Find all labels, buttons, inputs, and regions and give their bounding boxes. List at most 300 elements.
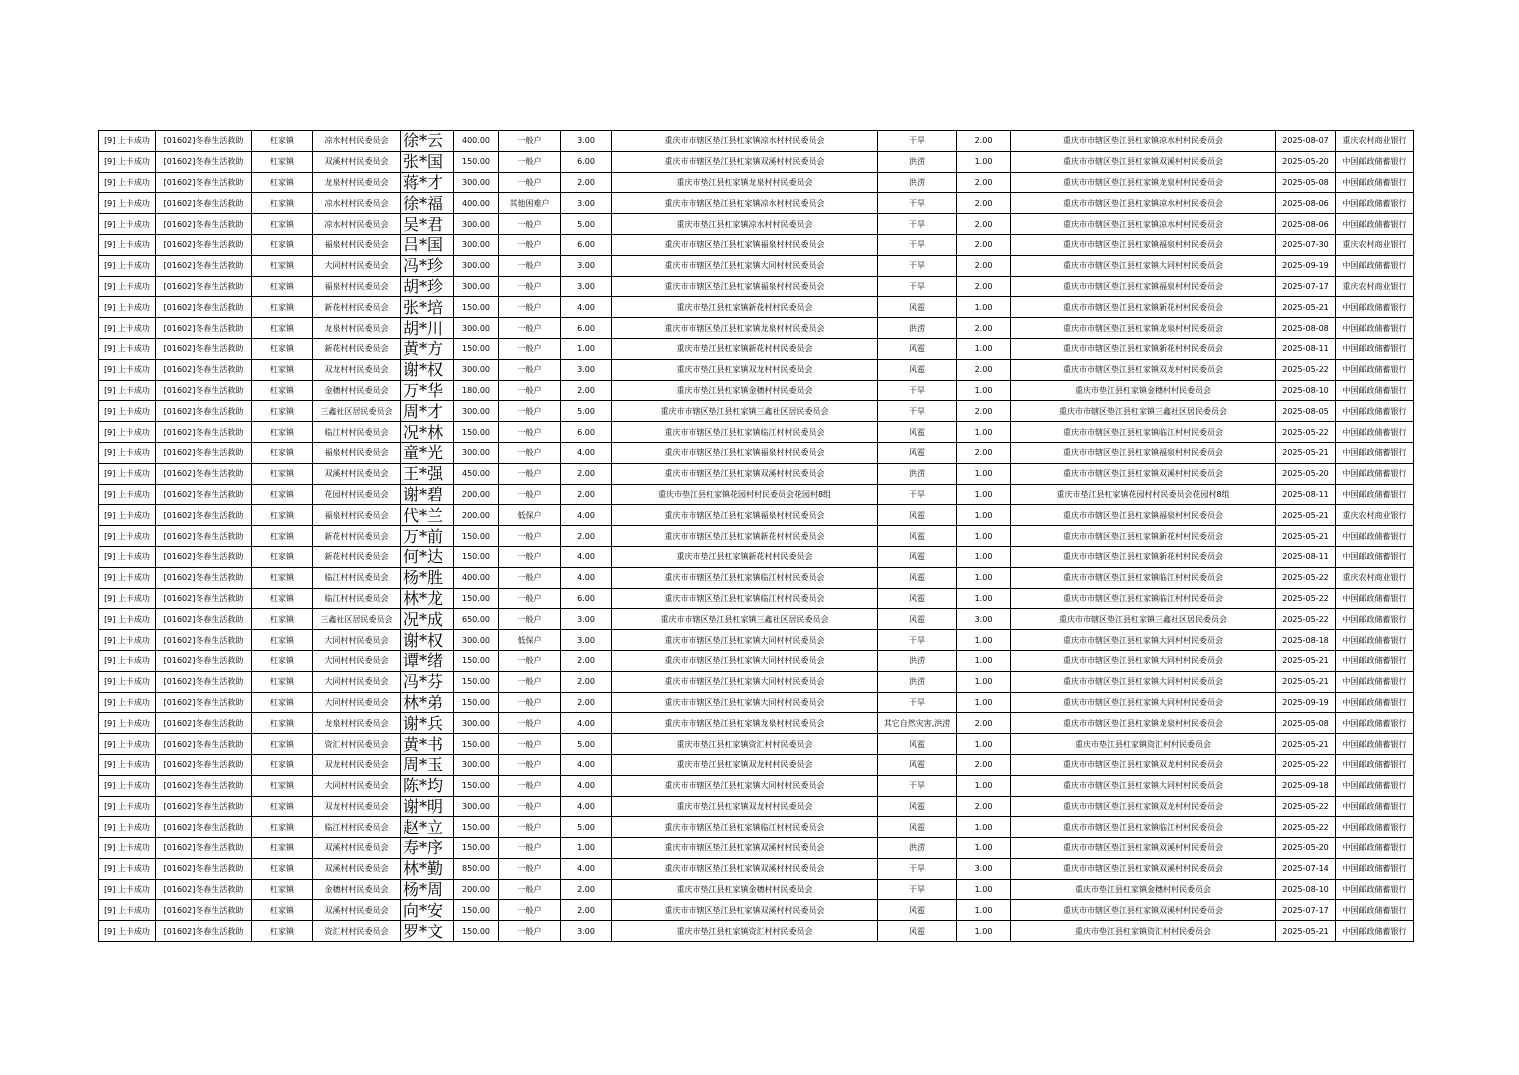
cell-village: 双龙村村民委员会 [313,796,401,817]
cell-committee: 重庆市市辖区垫江县杠家镇新花村村民委员会 [1011,546,1276,567]
cell-persons: 5.00 [561,817,612,838]
cell-amount: 150.00 [454,900,499,921]
cell-address: 重庆市市辖区垫江县杠家镇龙泉村村民委员会 [612,318,878,339]
cell-village: 大同村村民委员会 [313,255,401,276]
cell-grade: 3.00 [957,858,1011,879]
cell-date: 2025-05-21 [1276,505,1336,526]
cell-committee: 重庆市市辖区垫江县杠家镇临江村村民委员会 [1011,567,1276,588]
cell-disaster: 风雹 [878,505,957,526]
cell-committee: 重庆市市辖区垫江县杠家镇新花村村民委员会 [1011,297,1276,318]
cell-name: 何*达 [401,546,454,567]
cell-bank: 中国邮政储蓄银行 [1336,172,1414,193]
cell-household-type: 一般户 [499,671,561,692]
cell-village: 资汇村村民委员会 [313,734,401,755]
cell-town: 杠家镇 [252,526,313,547]
cell-household-type: 一般户 [499,713,561,734]
cell-persons: 3.00 [561,131,612,152]
table-row [99,359,1414,380]
cell-name: 冯*芬 [401,671,454,692]
cell-committee: 重庆市垫江县杠家镇花园村村民委员会花园村8组 [1011,484,1276,505]
cell-persons: 2.00 [561,463,612,484]
cell-name: 徐*福 [401,193,454,214]
cell-village: 福泉村村民委员会 [313,234,401,255]
cell-status: [9] 上卡成功 [99,463,156,484]
cell-persons: 6.00 [561,588,612,609]
cell-persons: 2.00 [561,671,612,692]
cell-committee: 重庆市市辖区垫江县杠家镇双龙村村民委员会 [1011,754,1276,775]
cell-amount: 650.00 [454,609,499,630]
table-row [99,193,1414,214]
cell-disaster: 干旱 [878,484,957,505]
cell-amount: 150.00 [454,338,499,359]
cell-status: [9] 上卡成功 [99,151,156,172]
cell-name: 张*培 [401,297,454,318]
cell-grade: 1.00 [957,463,1011,484]
cell-amount: 300.00 [454,234,499,255]
cell-village: 大同村村民委员会 [313,650,401,671]
cell-status: [9] 上卡成功 [99,297,156,318]
cell-household-type: 一般户 [499,754,561,775]
cell-grade: 2.00 [957,255,1011,276]
cell-amount: 400.00 [454,567,499,588]
cell-relief-type: [01602]冬春生活救助 [156,359,252,380]
cell-bank: 重庆农村商业银行 [1336,567,1414,588]
cell-status: [9] 上卡成功 [99,318,156,339]
cell-village: 临江村村民委员会 [313,567,401,588]
cell-committee: 重庆市垫江县杠家镇金穗村村民委员会 [1011,380,1276,401]
cell-amount: 150.00 [454,838,499,859]
cell-bank: 中国邮政储蓄银行 [1336,858,1414,879]
cell-disaster: 风雹 [878,734,957,755]
cell-relief-type: [01602]冬春生活救助 [156,338,252,359]
cell-status: [9] 上卡成功 [99,442,156,463]
cell-name: 况*成 [401,609,454,630]
cell-relief-type: [01602]冬春生活救助 [156,609,252,630]
cell-relief-type: [01602]冬春生活救助 [156,630,252,651]
cell-address: 重庆市市辖区垫江县杠家镇三鑫社区居民委员会 [612,609,878,630]
cell-disaster: 干旱 [878,255,957,276]
cell-household-type: 一般户 [499,650,561,671]
cell-address: 重庆市市辖区垫江县杠家镇大同村村民委员会 [612,255,878,276]
cell-disaster: 干旱 [878,692,957,713]
cell-household-type: 其他困难户 [499,193,561,214]
table-row [99,463,1414,484]
cell-disaster: 洪涝 [878,318,957,339]
cell-grade: 1.00 [957,380,1011,401]
cell-bank: 中国邮政储蓄银行 [1336,193,1414,214]
cell-household-type: 一般户 [499,775,561,796]
cell-village: 凉水村村民委员会 [313,214,401,235]
cell-persons: 2.00 [561,526,612,547]
cell-amount: 150.00 [454,692,499,713]
cell-relief-type: [01602]冬春生活救助 [156,692,252,713]
cell-persons: 4.00 [561,567,612,588]
cell-amount: 180.00 [454,380,499,401]
cell-address: 重庆市垫江县杠家镇花园村村民委员会花园村8组 [612,484,878,505]
cell-town: 杠家镇 [252,338,313,359]
cell-disaster: 干旱 [878,858,957,879]
cell-village: 凉水村村民委员会 [313,193,401,214]
cell-town: 杠家镇 [252,131,313,152]
cell-amount: 150.00 [454,671,499,692]
cell-bank: 中国邮政储蓄银行 [1336,526,1414,547]
cell-date: 2025-07-17 [1276,900,1336,921]
cell-amount: 400.00 [454,193,499,214]
cell-address: 重庆市垫江县杠家镇资汇村村民委员会 [612,734,878,755]
cell-name: 周*才 [401,401,454,422]
cell-address: 重庆市市辖区垫江县杠家镇双溪村村民委员会 [612,838,878,859]
cell-town: 杠家镇 [252,754,313,775]
cell-town: 杠家镇 [252,380,313,401]
cell-bank: 中国邮政储蓄银行 [1336,650,1414,671]
cell-grade: 1.00 [957,546,1011,567]
cell-relief-type: [01602]冬春生活救助 [156,734,252,755]
cell-town: 杠家镇 [252,775,313,796]
cell-committee: 重庆市市辖区垫江县杠家镇龙泉村村民委员会 [1011,713,1276,734]
cell-date: 2025-07-17 [1276,276,1336,297]
cell-town: 杠家镇 [252,796,313,817]
cell-household-type: 一般户 [499,900,561,921]
cell-status: [9] 上卡成功 [99,588,156,609]
cell-address: 重庆市市辖区垫江县杠家镇双溪村村民委员会 [612,151,878,172]
cell-address: 重庆市市辖区垫江县杠家镇福泉村村民委员会 [612,234,878,255]
cell-bank: 中国邮政储蓄银行 [1336,255,1414,276]
cell-amount: 300.00 [454,214,499,235]
cell-status: [9] 上卡成功 [99,193,156,214]
cell-relief-type: [01602]冬春生活救助 [156,318,252,339]
cell-disaster: 风雹 [878,359,957,380]
cell-relief-type: [01602]冬春生活救助 [156,796,252,817]
cell-address: 重庆市市辖区垫江县杠家镇凉水村村民委员会 [612,193,878,214]
cell-status: [9] 上卡成功 [99,526,156,547]
cell-grade: 2.00 [957,131,1011,152]
cell-name: 胡*珍 [401,276,454,297]
cell-town: 杠家镇 [252,255,313,276]
table-row [99,838,1414,859]
cell-committee: 重庆市市辖区垫江县杠家镇临江村村民委员会 [1011,422,1276,443]
cell-persons: 5.00 [561,734,612,755]
cell-grade: 2.00 [957,234,1011,255]
cell-village: 凉水村村民委员会 [313,131,401,152]
cell-household-type: 一般户 [499,297,561,318]
cell-amount: 150.00 [454,546,499,567]
cell-village: 新花村村民委员会 [313,297,401,318]
cell-village: 福泉村村民委员会 [313,442,401,463]
cell-persons: 6.00 [561,234,612,255]
cell-village: 福泉村村民委员会 [313,505,401,526]
cell-bank: 中国邮政储蓄银行 [1336,359,1414,380]
cell-committee: 重庆市市辖区垫江县杠家镇临江村村民委员会 [1011,817,1276,838]
cell-date: 2025-05-22 [1276,796,1336,817]
cell-status: [9] 上卡成功 [99,567,156,588]
cell-town: 杠家镇 [252,567,313,588]
cell-date: 2025-05-21 [1276,297,1336,318]
cell-name: 杨*胜 [401,567,454,588]
cell-amount: 300.00 [454,359,499,380]
cell-committee: 重庆市市辖区垫江县杠家镇新花村村民委员会 [1011,526,1276,547]
cell-name: 张*国 [401,151,454,172]
cell-status: [9] 上卡成功 [99,234,156,255]
cell-name: 林*龙 [401,588,454,609]
cell-grade: 2.00 [957,713,1011,734]
cell-amount: 150.00 [454,734,499,755]
cell-grade: 1.00 [957,650,1011,671]
cell-household-type: 一般户 [499,484,561,505]
cell-town: 杠家镇 [252,900,313,921]
cell-relief-type: [01602]冬春生活救助 [156,172,252,193]
cell-status: [9] 上卡成功 [99,359,156,380]
cell-household-type: 一般户 [499,921,561,942]
cell-amount: 150.00 [454,650,499,671]
cell-town: 杠家镇 [252,505,313,526]
cell-amount: 300.00 [454,172,499,193]
cell-committee: 重庆市市辖区垫江县杠家镇福泉村村民委员会 [1011,505,1276,526]
cell-town: 杠家镇 [252,234,313,255]
cell-amount: 150.00 [454,297,499,318]
cell-town: 杠家镇 [252,879,313,900]
cell-household-type: 一般户 [499,692,561,713]
cell-amount: 150.00 [454,151,499,172]
cell-amount: 300.00 [454,401,499,422]
cell-address: 重庆市垫江县杠家镇新花村村民委员会 [612,546,878,567]
cell-town: 杠家镇 [252,650,313,671]
cell-grade: 1.00 [957,526,1011,547]
cell-village: 大同村村民委员会 [313,775,401,796]
cell-disaster: 风雹 [878,796,957,817]
cell-bank: 中国邮政储蓄银行 [1336,401,1414,422]
table-row [99,318,1414,339]
cell-household-type: 一般户 [499,401,561,422]
cell-address: 重庆市市辖区垫江县杠家镇临江村村民委员会 [612,422,878,443]
table-row [99,817,1414,838]
cell-persons: 4.00 [561,442,612,463]
cell-address: 重庆市市辖区垫江县杠家镇三鑫社区居民委员会 [612,401,878,422]
cell-amount: 300.00 [454,796,499,817]
cell-committee: 重庆市市辖区垫江县杠家镇福泉村村民委员会 [1011,276,1276,297]
relief-records-table [98,130,1414,942]
cell-committee: 重庆市市辖区垫江县杠家镇大同村村民委员会 [1011,255,1276,276]
cell-committee: 重庆市市辖区垫江县杠家镇凉水村村民委员会 [1011,131,1276,152]
cell-persons: 3.00 [561,276,612,297]
cell-name: 谢*明 [401,796,454,817]
cell-date: 2025-05-20 [1276,151,1336,172]
cell-amount: 300.00 [454,276,499,297]
cell-amount: 850.00 [454,858,499,879]
cell-village: 双溪村村民委员会 [313,838,401,859]
cell-status: [9] 上卡成功 [99,692,156,713]
cell-name: 谢*权 [401,359,454,380]
cell-household-type: 低保户 [499,630,561,651]
cell-bank: 中国邮政储蓄银行 [1336,588,1414,609]
cell-grade: 1.00 [957,734,1011,755]
cell-name: 罗*文 [401,921,454,942]
cell-relief-type: [01602]冬春生活救助 [156,255,252,276]
cell-persons: 1.00 [561,338,612,359]
cell-bank: 中国邮政储蓄银行 [1336,214,1414,235]
cell-bank: 中国邮政储蓄银行 [1336,754,1414,775]
cell-bank: 中国邮政储蓄银行 [1336,796,1414,817]
cell-date: 2025-05-22 [1276,422,1336,443]
cell-household-type: 一般户 [499,546,561,567]
cell-household-type: 一般户 [499,380,561,401]
cell-village: 大同村村民委员会 [313,671,401,692]
cell-status: [9] 上卡成功 [99,609,156,630]
cell-persons: 1.00 [561,838,612,859]
cell-village: 双龙村村民委员会 [313,754,401,775]
table-row [99,422,1414,443]
table-row [99,692,1414,713]
table-row [99,131,1414,152]
cell-address: 重庆市市辖区垫江县杠家镇凉水村村民委员会 [612,131,878,152]
table-row [99,879,1414,900]
table-row [99,588,1414,609]
cell-disaster: 风雹 [878,921,957,942]
cell-disaster: 风雹 [878,526,957,547]
cell-status: [9] 上卡成功 [99,775,156,796]
cell-date: 2025-05-21 [1276,650,1336,671]
cell-bank: 中国邮政储蓄银行 [1336,734,1414,755]
cell-date: 2025-05-08 [1276,172,1336,193]
cell-status: [9] 上卡成功 [99,131,156,152]
cell-status: [9] 上卡成功 [99,276,156,297]
table-row [99,796,1414,817]
cell-address: 重庆市垫江县杠家镇金穗村村民委员会 [612,879,878,900]
cell-village: 金穗村村民委员会 [313,380,401,401]
cell-town: 杠家镇 [252,484,313,505]
cell-village: 花园村村民委员会 [313,484,401,505]
cell-persons: 4.00 [561,546,612,567]
cell-household-type: 一般户 [499,131,561,152]
cell-relief-type: [01602]冬春生活救助 [156,921,252,942]
cell-relief-type: [01602]冬春生活救助 [156,775,252,796]
cell-date: 2025-08-11 [1276,546,1336,567]
cell-date: 2025-05-20 [1276,838,1336,859]
cell-disaster: 干旱 [878,214,957,235]
cell-bank: 重庆农村商业银行 [1336,276,1414,297]
cell-name: 王*强 [401,463,454,484]
cell-address: 重庆市市辖区垫江县杠家镇临江村村民委员会 [612,817,878,838]
cell-grade: 1.00 [957,505,1011,526]
cell-disaster: 干旱 [878,630,957,651]
cell-town: 杠家镇 [252,359,313,380]
cell-bank: 中国邮政储蓄银行 [1336,630,1414,651]
cell-date: 2025-08-18 [1276,630,1336,651]
cell-grade: 1.00 [957,297,1011,318]
table-row [99,151,1414,172]
cell-relief-type: [01602]冬春生活救助 [156,650,252,671]
cell-grade: 1.00 [957,567,1011,588]
cell-grade: 1.00 [957,879,1011,900]
cell-village: 双溪村村民委员会 [313,151,401,172]
cell-date: 2025-05-21 [1276,921,1336,942]
cell-amount: 300.00 [454,255,499,276]
cell-persons: 4.00 [561,775,612,796]
cell-committee: 重庆市市辖区垫江县杠家镇双溪村村民委员会 [1011,151,1276,172]
cell-grade: 2.00 [957,401,1011,422]
cell-status: [9] 上卡成功 [99,214,156,235]
cell-committee: 重庆市市辖区垫江县杠家镇福泉村村民委员会 [1011,442,1276,463]
cell-disaster: 干旱 [878,775,957,796]
cell-committee: 重庆市市辖区垫江县杠家镇凉水村村民委员会 [1011,193,1276,214]
cell-disaster: 风雹 [878,546,957,567]
cell-household-type: 一般户 [499,214,561,235]
cell-status: [9] 上卡成功 [99,858,156,879]
cell-grade: 1.00 [957,484,1011,505]
cell-committee: 重庆市市辖区垫江县杠家镇双溪村村民委员会 [1011,858,1276,879]
cell-bank: 中国邮政储蓄银行 [1336,546,1414,567]
cell-disaster: 干旱 [878,380,957,401]
cell-relief-type: [01602]冬春生活救助 [156,131,252,152]
table-row [99,442,1414,463]
cell-relief-type: [01602]冬春生活救助 [156,151,252,172]
cell-bank: 中国邮政储蓄银行 [1336,775,1414,796]
cell-persons: 2.00 [561,172,612,193]
cell-grade: 1.00 [957,775,1011,796]
table-row [99,650,1414,671]
cell-status: [9] 上卡成功 [99,650,156,671]
cell-village: 大同村村民委员会 [313,692,401,713]
cell-status: [9] 上卡成功 [99,921,156,942]
cell-disaster: 干旱 [878,276,957,297]
cell-amount: 150.00 [454,588,499,609]
cell-village: 双溪村村民委员会 [313,463,401,484]
cell-household-type: 一般户 [499,879,561,900]
cell-date: 2025-05-22 [1276,359,1336,380]
cell-relief-type: [01602]冬春生活救助 [156,234,252,255]
cell-persons: 4.00 [561,796,612,817]
cell-date: 2025-05-22 [1276,754,1336,775]
cell-disaster: 风雹 [878,338,957,359]
cell-grade: 2.00 [957,754,1011,775]
cell-name: 冯*珍 [401,255,454,276]
cell-disaster: 风雹 [878,297,957,318]
cell-grade: 2.00 [957,796,1011,817]
cell-disaster: 干旱 [878,401,957,422]
cell-relief-type: [01602]冬春生活救助 [156,463,252,484]
cell-village: 双溪村村民委员会 [313,900,401,921]
cell-amount: 300.00 [454,442,499,463]
cell-grade: 2.00 [957,359,1011,380]
cell-name: 黄*书 [401,734,454,755]
cell-grade: 1.00 [957,630,1011,651]
cell-town: 杠家镇 [252,214,313,235]
cell-town: 杠家镇 [252,713,313,734]
cell-date: 2025-08-10 [1276,879,1336,900]
cell-status: [9] 上卡成功 [99,401,156,422]
cell-disaster: 洪涝 [878,838,957,859]
cell-persons: 5.00 [561,401,612,422]
cell-grade: 2.00 [957,276,1011,297]
cell-bank: 中国邮政储蓄银行 [1336,318,1414,339]
cell-town: 杠家镇 [252,734,313,755]
cell-town: 杠家镇 [252,838,313,859]
cell-committee: 重庆市市辖区垫江县杠家镇双溪村村民委员会 [1011,463,1276,484]
cell-date: 2025-05-21 [1276,671,1336,692]
cell-committee: 重庆市市辖区垫江县杠家镇双溪村村民委员会 [1011,838,1276,859]
cell-village: 福泉村村民委员会 [313,276,401,297]
table-row [99,338,1414,359]
cell-village: 临江村村民委员会 [313,817,401,838]
cell-committee: 重庆市垫江县杠家镇资汇村村民委员会 [1011,734,1276,755]
cell-town: 杠家镇 [252,692,313,713]
cell-amount: 150.00 [454,422,499,443]
cell-address: 重庆市市辖区垫江县杠家镇福泉村村民委员会 [612,276,878,297]
cell-persons: 4.00 [561,713,612,734]
cell-status: [9] 上卡成功 [99,484,156,505]
cell-disaster: 洪涝 [878,463,957,484]
cell-address: 重庆市垫江县杠家镇双龙村村民委员会 [612,359,878,380]
cell-name: 杨*周 [401,879,454,900]
